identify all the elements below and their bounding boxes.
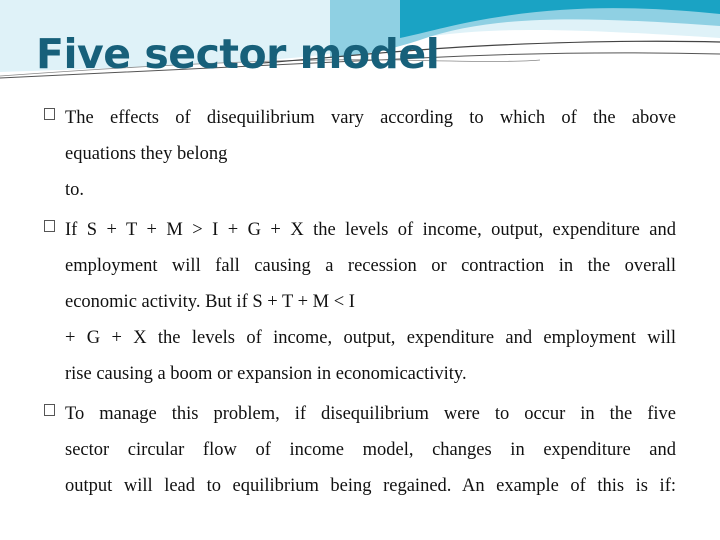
bullet-3 — [44, 396, 676, 504]
bullet-box-icon — [44, 108, 55, 120]
slide-content — [44, 100, 676, 504]
bullet-3-line-3: output will lead to equilibrium being regained. An example of this is if: — [65, 476, 676, 496]
bullet-2-line-1: If S + T + M > I + G + X the levels of income, output, expenditure and — [65, 220, 676, 240]
bullet-2-line-3: economic activity. But if S + T + M < I — [65, 292, 355, 312]
bullet-2-line-2: employment will fall causing a recession or contraction in the overall — [65, 256, 676, 276]
bullet-2-line-4: + G + X the levels of income, output, expenditure and employment will — [65, 328, 676, 348]
bullet-2-line-5: rise causing a boom or expansion in economicactivity. — [65, 364, 467, 384]
bullet-1-line-1: The effects of disequilibrium vary according to which of the above — [65, 108, 676, 128]
bullet-box-icon — [44, 220, 55, 232]
bullet-3-line-1: To manage this problem, if disequilibrium were to occur in the five — [65, 404, 676, 424]
bullet-3-line-2: sector circular flow of income model, changes in expenditure and — [65, 440, 676, 460]
bullet-1 — [44, 100, 676, 208]
bullet-2 — [44, 212, 676, 392]
bullet-1-line-2: equations they belong — [65, 144, 228, 164]
slide-title: Five sector model — [36, 30, 440, 78]
bullet-box-icon — [44, 404, 55, 416]
bullet-1-line-3: to. — [65, 180, 85, 200]
